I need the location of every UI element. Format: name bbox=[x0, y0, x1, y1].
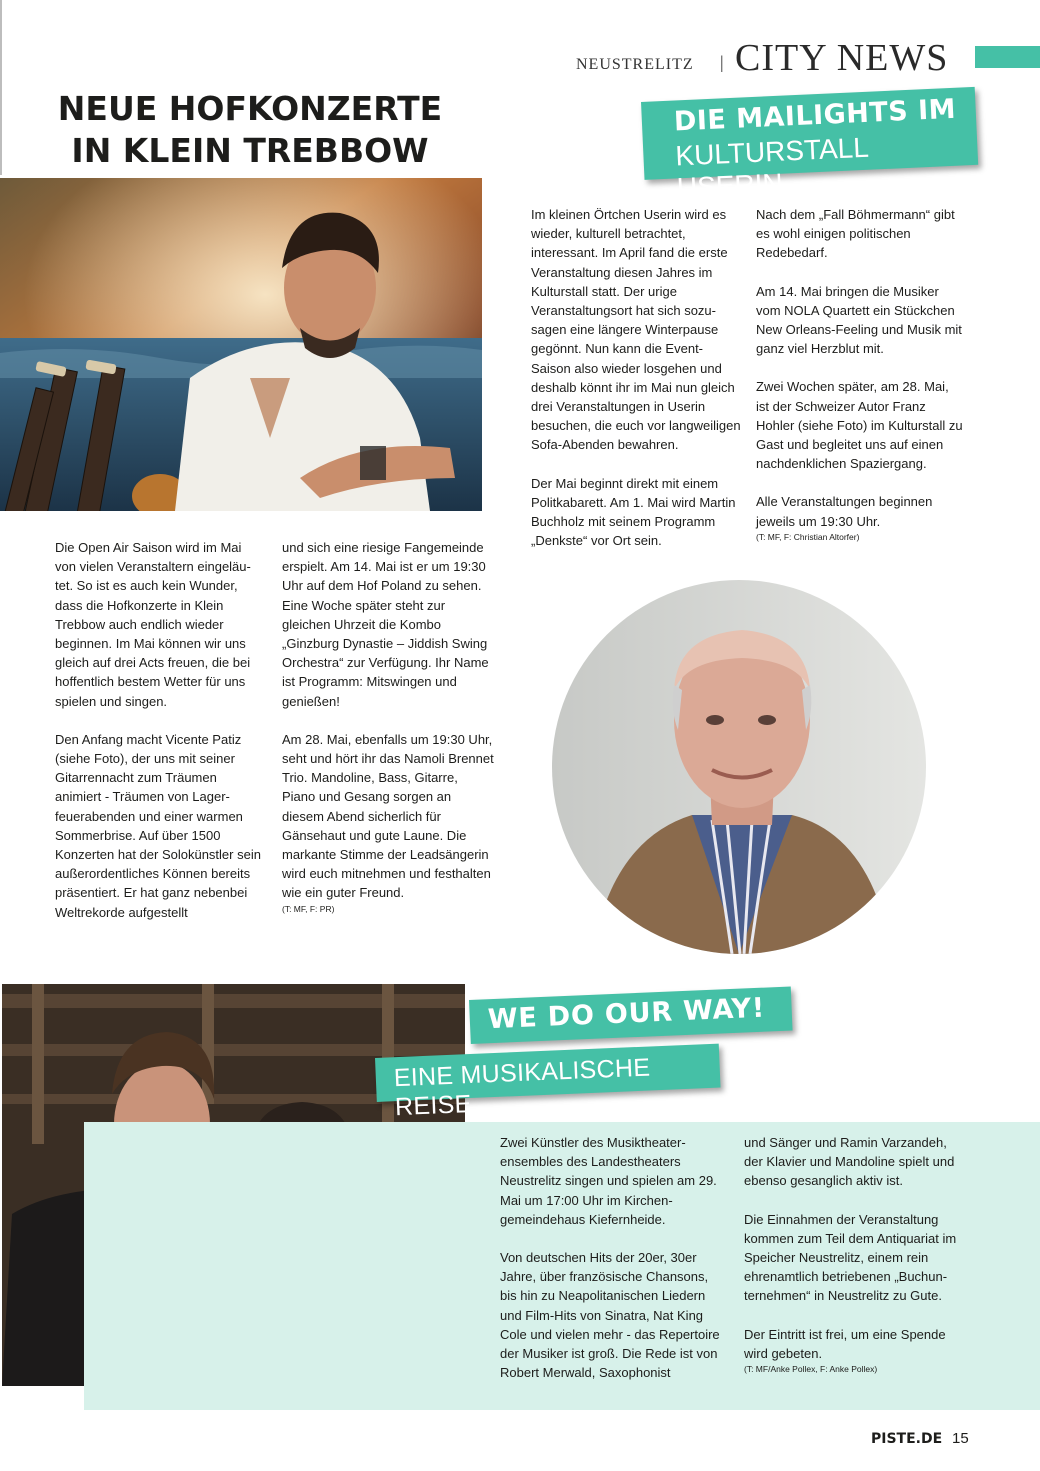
article1-col2-paragraph: Am 28. Mai, ebenfalls um 19:30 Uhr, seht und hört ihr das Namoli Brennet Trio. Mandoline, Bass, Gitarre, Piano und Gesang sorgen an diesem Abend sicherlich für Gänsehaut und gute Laune. Die markante Stimme der Leadsängerin wird euch mitnehmen und festhalten wie ein guter Freund. bbox=[282, 731, 494, 901]
article2-title-box bbox=[641, 87, 978, 204]
article2-col2-paragraph: Zwei Wochen später, am 28. Mai, ist der Schweizer Autor Franz Hohler (siehe Foto) im Kulturstall zu Gast und begleitet uns auf einen nachdenklichen Spaziergang. bbox=[756, 379, 963, 472]
left-rule bbox=[0, 0, 2, 175]
article1-column1 bbox=[55, 538, 263, 922]
article3-title-bold: WE DO OUR WAY! bbox=[487, 992, 766, 1036]
franz-hohler-portrait bbox=[552, 580, 926, 954]
article1-credit: (T: MF, F: PR) bbox=[282, 903, 335, 914]
article3-col2-paragraph: Die Einnahmen der Veranstaltung kommen zum Teil dem Antiquariat im Speicher Neustrelitz, einem rein ehrenamtlich betriebenen „Buchunternehmen“ in Neustrelitz zu Gute. bbox=[744, 1211, 957, 1304]
guitarist-photo bbox=[0, 178, 482, 511]
header-section-title: CITY NEWS bbox=[735, 37, 949, 79]
article3-col2-paragraph: und Sänger und Ramin Varzandeh, der Klavier und Mandoline spielt und ebenso gesanglich aktiv ist. bbox=[744, 1135, 955, 1189]
article2-title-bold: DIE MAILIGHTS IM bbox=[673, 93, 957, 138]
article1-headline-line1: NEUE HOFKONZERTE bbox=[57, 89, 443, 128]
article2-col2-paragraph: Am 14. Mai bringen die Musiker vom NOLA Quartett ein Stückchen New Orleans-Feeling und Musik mit ganz viel Herzblut mit. bbox=[756, 283, 962, 357]
article1-column2 bbox=[282, 538, 494, 915]
article3-credit: (T: MF/Anke Pollex, F: Anke Pollex) bbox=[744, 1364, 878, 1375]
article3-title-bold-box bbox=[469, 987, 793, 1044]
article3-col2-paragraph: Der Eintritt ist frei, um eine Spende wird gebeten. bbox=[744, 1326, 946, 1361]
article2-column1 bbox=[531, 205, 741, 550]
article1-col1-paragraph: Die Open Air Saison wird im Mai von vielen Veranstaltern eingeläutet. So ist es auch kein Wunder, dass die Hofkonzerte in Klein Trebbow auch endlich wieder beginnen. Im Mai können wir uns gleich auf drei Acts freuen, die bei hoffentlich bestem Wetter für uns spielen und singen. bbox=[55, 540, 251, 709]
article1-col1-paragraph: Den Anfang macht Vicente Patiz (siehe Foto), der uns mit seiner Gitarrennacht zum Träumen animiert - Träumen von Lagerfeuerabenden und einer warmen Sommerbrise. Auf über 1500 Konzerten hat der Solokünstler sein außerordentliches Können bereits präsentiert. Er hat ganz nebenbei Weltrekorde aufgestellt bbox=[55, 731, 261, 920]
article3-col1-paragraph: Zwei Künstler des Musiktheaterensembles des Landestheaters Neustrelitz singen und spielen am 29. Mai um 17:00 Uhr im Kirchengemeindehaus Kiefernheide. bbox=[500, 1135, 717, 1227]
page-number: 15 bbox=[952, 1430, 969, 1447]
article2-col2-paragraph: Alle Veranstaltungen beginnen jeweils um 19:30 Uhr. bbox=[756, 494, 933, 529]
footer-brand: PISTE.DE bbox=[871, 1431, 943, 1447]
article2-title-light: KULTURSTALL USERIN bbox=[674, 131, 869, 204]
article3-column2 bbox=[744, 1133, 960, 1375]
article1-col2-paragraph: und sich eine riesige Fangemeinde erspielt. Am 14. Mai ist er um 19:30 Uhr auf dem Hof Poland zu sehen. Eine Woche später steht zur gleichen Uhrzeit die Kombo „Ginzburg Dynastie – Jiddish Swing Orchestra“ zur Verfügung. Ihr Name ist Programm: Mitswingen und genießen! bbox=[282, 540, 489, 709]
header-city: NEUSTRELITZ bbox=[576, 56, 694, 73]
article2-column2 bbox=[756, 205, 964, 543]
article2-col1-paragraph: Der Mai beginnt direkt mit einem Politkabarett. Am 1. Mai wird Martin Buchholz mit seinem Programm „Denkste“ vor Ort sein. bbox=[531, 475, 736, 549]
article2-col1-paragraph: Im kleinen Örtchen Userin wird es wieder, kulturell betrachtet, interessant. Im April fand die erste Veranstaltung diesen Jahres im Kulturstall statt. Der urige Veranstaltungsort hat sich sozusagen eine längere Winterpause gegönnt. Nun kann die Event-Saison also wieder losgehen und deshalb könnt ihr im Mai nun gleich drei Veranstaltungen in Userin besuchen, die euch vor langweiligen Sofa-Abenden bewahren. bbox=[531, 207, 741, 453]
header-separator: | bbox=[720, 52, 724, 72]
article3-column1 bbox=[500, 1133, 726, 1382]
article3-col1-paragraph: Von deutschen Hits der 20er, 30er Jahre, über französische Chansons, bis hin zu Neapolitanischen Liedern und Film-Hits von Sinatra, Nat King Cole und vielen mehr - das Repertoire der Musiker ist groß. Die Rede ist von Robert Merwald, Saxophonist bbox=[500, 1250, 720, 1381]
article1-headline-line2: IN KLEIN TREBBOW bbox=[71, 131, 429, 170]
header-accent-bar bbox=[975, 46, 1040, 68]
article2-credit: (T: MF, F: Christian Altorfer) bbox=[756, 531, 860, 542]
article2-col2-paragraph: Nach dem „Fall Böhmermann“ gibt es wohl einigen politischen Redebedarf. bbox=[756, 207, 955, 261]
article1-headline bbox=[40, 88, 460, 172]
article3-title-light: EINE MUSIKALISCHE REISE bbox=[393, 1053, 651, 1122]
